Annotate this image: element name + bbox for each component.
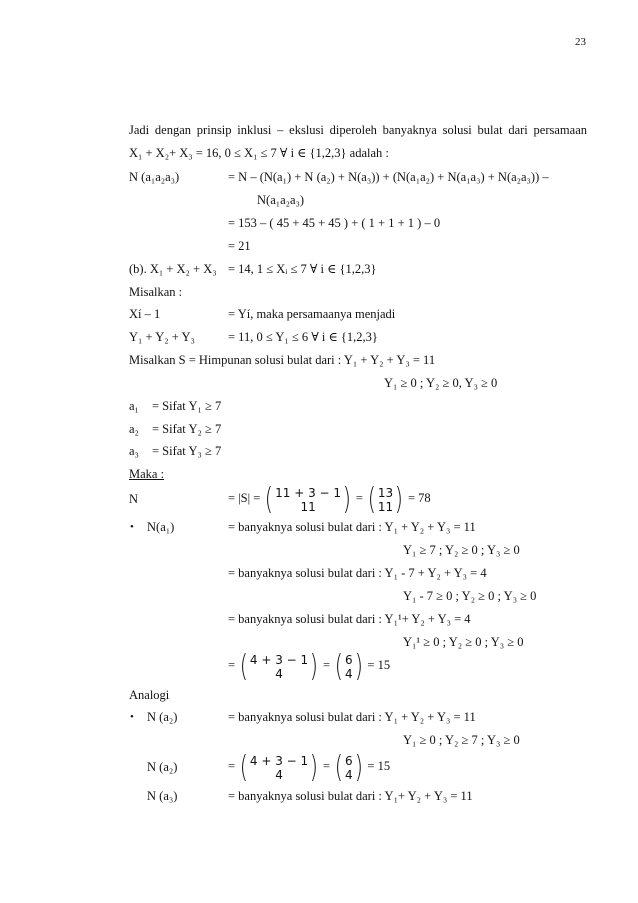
part-b-expr: = 14, 1 ≤ Xᵢ ≤ 7 ∀ i ∈ {1,2,3} (228, 262, 377, 276)
na2-equals: = (323, 759, 331, 773)
na1-equals-prefix: = (228, 658, 236, 672)
na2-binom2-bottom: 4 (344, 768, 353, 783)
n-a1a2a3-expr: = N – (N(a₁) + N (a₂) + N(a₃)) + (N(a₁a₂) + N(a₁a₃) + N(a₂a₃)) – (228, 170, 549, 184)
n-formula (228, 480, 431, 517)
n-binom2-bottom: 11 (377, 500, 394, 515)
n-result: = 78 (407, 491, 431, 505)
calc-line-2: = 21 (228, 239, 251, 253)
na1-result: = 15 (367, 658, 391, 672)
na2-binom1-top: 4 + 3 − 1 (249, 754, 309, 769)
n-prefix: = |S| = (228, 491, 261, 505)
na2-binom2-top: 6 (344, 754, 353, 769)
right-paren-glyph: ) (342, 482, 352, 518)
na1-equals: = (323, 658, 331, 672)
right-paren-glyph: ) (354, 750, 363, 786)
n-label: N (129, 492, 139, 506)
na3-line-1: = banyaknya solusi bulat dari : Y₁+ Y₂ + Y₃ = 11 (228, 789, 473, 803)
na1-line-3: = banyaknya solusi bulat dari : Y₁¹+ Y₂ + Y₃ = 4 (228, 612, 471, 626)
right-paren-glyph: ) (309, 649, 319, 685)
na1-binom2-bottom: 4 (344, 667, 353, 682)
a2-definition: = Sifat Y₂ ≥ 7 (152, 422, 222, 436)
misalkan-s-line: Misalkan S = Himpunan solusi bulat dari : Y₁ + Y₂ + Y₃ = 11 (129, 353, 436, 367)
na1-line-1: = banyaknya solusi bulat dari : Y₁ + Y₂ + Y₃ = 11 (228, 520, 476, 534)
a3-definition: = Sifat Y₃ ≥ 7 (152, 444, 222, 458)
na2-line-1: = banyaknya solusi bulat dari : Y₁ + Y₂ + Y₃ = 11 (228, 710, 476, 724)
part-b-label: (b). X₁ + X₂ + X₃ (129, 262, 217, 276)
n-binomial-2 (366, 481, 405, 517)
na1-binomial-1 (238, 648, 320, 684)
n-binom1-bottom: 11 (300, 500, 316, 515)
page-number: 23 (575, 36, 586, 48)
right-paren-glyph: ) (354, 649, 363, 685)
na3-label: N (a₃) (147, 789, 178, 803)
analogi-heading: Analogi (129, 688, 170, 702)
a2-label: a₂ (129, 422, 139, 436)
substitution-label: Xí – 1 (129, 307, 161, 321)
na1-label: N(a₁) (147, 520, 175, 534)
n-binom1-top: 11 + 3 − 1 (275, 486, 342, 501)
bullet-icon: • (130, 521, 134, 533)
intro-line-2: X₁ + X₂+ X₃ = 16, 0 ≤ X₁ ≤ 7 ∀ i ∈ {1,2,3} adalah : (129, 146, 389, 160)
right-paren-glyph: ) (394, 482, 404, 518)
y-equation-label: Y₁ + Y₂ + Y₃ (129, 330, 195, 344)
na1-formula (228, 647, 390, 684)
na1-binom2-top: 6 (344, 653, 353, 668)
na2-result: = 15 (367, 759, 391, 773)
na1-line-1-conditions: Y₁ ≥ 7 ; Y₂ ≥ 0 ; Y₃ ≥ 0 (403, 543, 520, 557)
n-a1a2a3-label: N (a₁a₂a₃) (129, 170, 180, 184)
na2-equals-prefix: = (228, 759, 236, 773)
a1-definition: = Sifat Y₁ ≥ 7 (152, 399, 222, 413)
na1-line-2-conditions: Y₁ - 7 ≥ 0 ; Y₂ ≥ 0 ; Y₃ ≥ 0 (403, 589, 537, 603)
y-equation-expr: = 11, 0 ≤ Y₁ ≤ 6 ∀ i ∈ {1,2,3} (228, 330, 378, 344)
left-paren-glyph: ( (334, 750, 344, 786)
na1-line-2: = banyaknya solusi bulat dari : Y₁ - 7 + Y₂ + Y₃ = 4 (228, 566, 487, 580)
na2-label: N (a₂) (147, 710, 178, 724)
na2-binomial-1 (238, 749, 320, 785)
left-paren-glyph: ( (367, 482, 377, 518)
n-equals: = (355, 491, 363, 505)
intro-line: Jadi dengan prinsip inklusi – ekslusi diperoleh banyaknya solusi bulat dari persamaan (129, 123, 587, 137)
right-paren-glyph: ) (309, 750, 319, 786)
left-paren-glyph: ( (239, 649, 249, 685)
a1-label: a₁ (129, 399, 139, 413)
n-binomial-1 (263, 481, 352, 517)
maka-heading: Maka : (129, 467, 165, 481)
na1-line-3-conditions: Y₁¹ ≥ 0 ; Y₂ ≥ 0 ; Y₃ ≥ 0 (403, 635, 524, 649)
n-a1a2a3-expr-2: N(a₁a₂a₃) (257, 193, 305, 207)
bullet-icon: • (130, 711, 134, 723)
calc-line-1: = 153 – ( 45 + 45 + 45 ) + ( 1 + 1 + 1 ) – 0 (228, 216, 441, 230)
n-binom2-top: 13 (377, 486, 394, 501)
na1-binom1-bottom: 4 (275, 667, 283, 682)
left-paren-glyph: ( (239, 750, 249, 786)
misalkan-heading: Misalkan : (129, 285, 183, 299)
na2-binom1-bottom: 4 (275, 768, 283, 783)
na2-line-1-conditions: Y₁ ≥ 0 ; Y₂ ≥ 7 ; Y₃ ≥ 0 (403, 733, 520, 747)
na2-formula-label: N (a₂) (147, 760, 178, 774)
left-paren-glyph: ( (265, 482, 274, 518)
substitution-expr: = Yí, maka persamaanya menjadi (228, 307, 396, 321)
a3-label: a₃ (129, 444, 139, 458)
left-paren-glyph: ( (334, 649, 344, 685)
na2-formula (228, 748, 390, 785)
na1-binomial-2 (333, 648, 364, 684)
na2-binomial-2 (333, 749, 364, 785)
na1-binom1-top: 4 + 3 − 1 (249, 653, 309, 668)
s-conditions: Y₁ ≥ 0 ; Y₂ ≥ 0, Y₃ ≥ 0 (384, 376, 498, 390)
